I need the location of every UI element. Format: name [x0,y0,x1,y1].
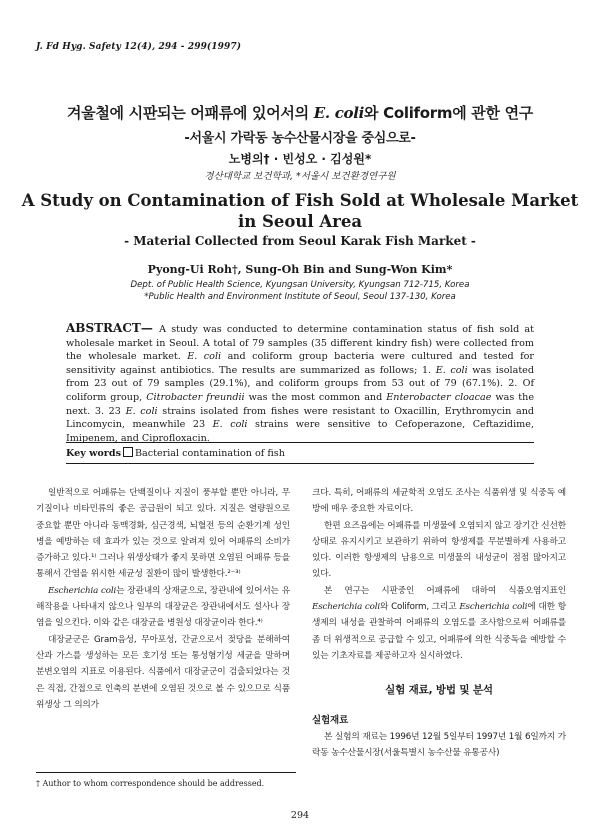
right-column [312,485,566,761]
footnote-rule [36,772,296,773]
abstract-italic: E. coli [212,419,248,431]
abstract: ABSTRACT— A study was conducted to determine contamination status of fish sold at wholesale market in Seoul. A total of 79 samples (35 different kindry fish) were collected from the wholesale market. E. coli and coliform group bacteria were cultured and tested for sensitivity against antibiotics. The results are summarized as follows; 1. E. coli was isolated from 23 out of 79 samples (29.1%), and coliform groups from 53 out of 79 (67.1%). 2. Of coliform group, Citrobacter freundii was the most common and Enterobacter cloacae was the next. 3. 23 E. coli strains isolated from fishes were resistant to Oxacillin, Erythromycin and Lincomycin, meanwhile 23 E. coli strains were sensitive to Cefoperazone, Ceftazidime, Imipenem, and Ciprofloxacin. [66,321,535,444]
abstract-italic: Citrobacter freundii [146,391,245,403]
footnote: † Author to whom correspondence should be addressed. [36,779,265,788]
paragraph-text: 에 대한 항생제의 내성을 관찰하여 어패류의 오염도를 조사함으로써 어패류를 좀 더 위생적으로 공급할 수 있고, 어패류에 의한 식중독을 예방할 수 있는 기초자료를 제공하고자 실시하였다. [312,602,566,661]
abstract-italic: E. coli [187,351,222,363]
abstract-text: A study was conducted to determine contamination status of fish sold at wholesale market in Seoul. A total of 79 samples (35 different kindry fish) were collected from the wholesale market. [66,324,535,363]
page-number: 294 [290,810,310,821]
abstract-italic: E. coli [435,364,468,376]
abstract-text: was isolated from 23 out of 79 samples (29.1%), and coliform groups from 53 out of 79 (67.1%). 2. Of coliform group, [66,364,535,403]
paragraph: 대장균군은 Gram음성, 무아포성, 간균으로서 젖당을 분해하여 산과 가스를 생성하는 모든 호기성 또는 통성혐기성 세균을 말하며 분변오염의 지표로 이용된다. 식품에서 대장균군이 검출되었다는 것은 직접, 간접으로 인축의 분변에 오염된 것으로 볼 수 있으므로 식품위생상 그 의의가 [36,634,290,710]
paragraph: 본 실험의 재료는 1996년 12월 5일부터 1997년 1월 6일까지 가락동 농수산물시장(서울특별시 농수산물 유통공사) [312,731,566,759]
english-title [0,190,600,232]
korean-affiliation: 경산대학교 보건학과, *서울시 보건환경연구원 [204,171,396,182]
english-affiliation [0,279,600,303]
paragraph: 한편 요즈음에는 어패류를 미생물에 오염되지 않고 장기간 신선한 상태로 유지시키고 보관하기 위하여 항생제를 무분별하게 사용하고 있다. 이러한 항생제의 남용으로 미생물의 내성균이 점점 많아지고 있다. [312,520,566,580]
keywords-label: Key words [66,448,121,459]
abstract-text: strains isolated from fishes were resistant to Oxacillin, Erythromycin and Lincomycin, meanwhile 23 [66,405,535,431]
paragraph-text: 는 장관내의 상재균으로, 장관내에 있어서는 유해작용을 나타내지 않으나 일부의 대장균은 장관내에서도 설사나 장염을 일으킨다. 이와 같은 대장균을 병원성 대장균이라 한다.⁴⁾ [36,585,290,629]
species-name: Escherichia coli [312,602,380,613]
english-authors: Pyong-Ui Roh†, Sung-Oh Bin and Sung-Won Kim* [147,263,453,276]
section-heading: 실험 재료, 방법 및 분석 [385,684,493,697]
abstract-text: was the most common and [244,391,387,403]
korean-title-pre: 겨울철에 시판되는 어패류에 있어서의 [66,104,314,122]
abstract-italic: E. coli [125,405,158,417]
species-name: Escherichia coli [48,585,117,596]
keywords [66,447,285,459]
abstract-text: strains were sensitive to Cefoperazone, Ceftazidime, Imipenem, and Ciprofloxacin. [66,419,534,444]
korean-authors: 노병의† · 빈성오 · 김성원* [228,152,372,166]
paragraph-text: 본 연구는 시판중인 어패류에 대하여 식품오염지표인 [324,585,566,596]
affiliation-line1: Dept. of Public Health Science, Kyungsan University, Kyungsan 712-715, Korea [130,280,470,290]
journal-reference: J. Fd Hyg. Safety 12(4), 294 - 299(1997) [36,42,242,52]
keywords-text: Bacterial contamination of fish [134,448,285,459]
abstract-text: and coliform group bacteria were cultured and tested for sensitivity against antibiotics. The results are summarized as follows; 1. [66,351,535,376]
english-subtitle: - Material Collected from Seoul Karak Fish Market - [124,234,476,248]
left-column [36,485,290,713]
english-title-line2: in Seoul Area [237,212,363,231]
korean-title-post: 와 Coliform에 관한 연구 [364,104,533,122]
english-title-line1: A Study on Contamination of Fish Sold at Wholesale Market [21,191,579,210]
keywords-bottom-rule [66,463,534,464]
subsection-heading: 실험재료 [312,714,349,726]
paragraph: 크다. 특히, 어패류의 세균학적 오염도 조사는 식품위생 및 식중독 예방에 매우 중요한 자료이다. [312,488,566,515]
checkbox-square-icon [123,447,133,457]
species-name: Escherichia coli [459,602,528,613]
korean-subtitle: -서울시 가락동 농수산물시장을 중심으로- [184,131,416,146]
korean-title [0,102,600,146]
abstract-text: was the next. 3. 23 [66,391,535,417]
affiliation-line2: *Public Health and Environment Institute of Seoul, Seoul 137-130, Korea [144,292,456,302]
paragraph [312,583,566,664]
abstract-italic: Enterobacter cloacae [386,391,492,403]
abstract-label: ABSTRACT [66,321,141,335]
korean-title-ecoli: E. coli [313,104,365,122]
paragraph-text: 와 Coliform, 그리고 [380,602,460,613]
keywords-top-rule [66,442,534,443]
paragraph: 일반적으로 어패류는 단백질이나 지질이 풍부할 뿐만 아니라, 무기질이나 비타민류의 좋은 공급원이 되고 있다. 지질은 열량원으로 중요할 뿐만 아니라 동맥경화, 심근경색, 뇌혈전 등의 순환기계 성인병을 예방하는 데 효과가 있는 것으로 알려져 있어 어패류의 소비가 증가하고 있다.¹⁾ 그러나 위생상태가 좋지 못하면 오염된 어패류 등을 통해서 간염을 위시한 세균성 질환이 많이 발생한다.²⁻³⁾ [36,488,290,580]
paragraph [36,583,290,632]
